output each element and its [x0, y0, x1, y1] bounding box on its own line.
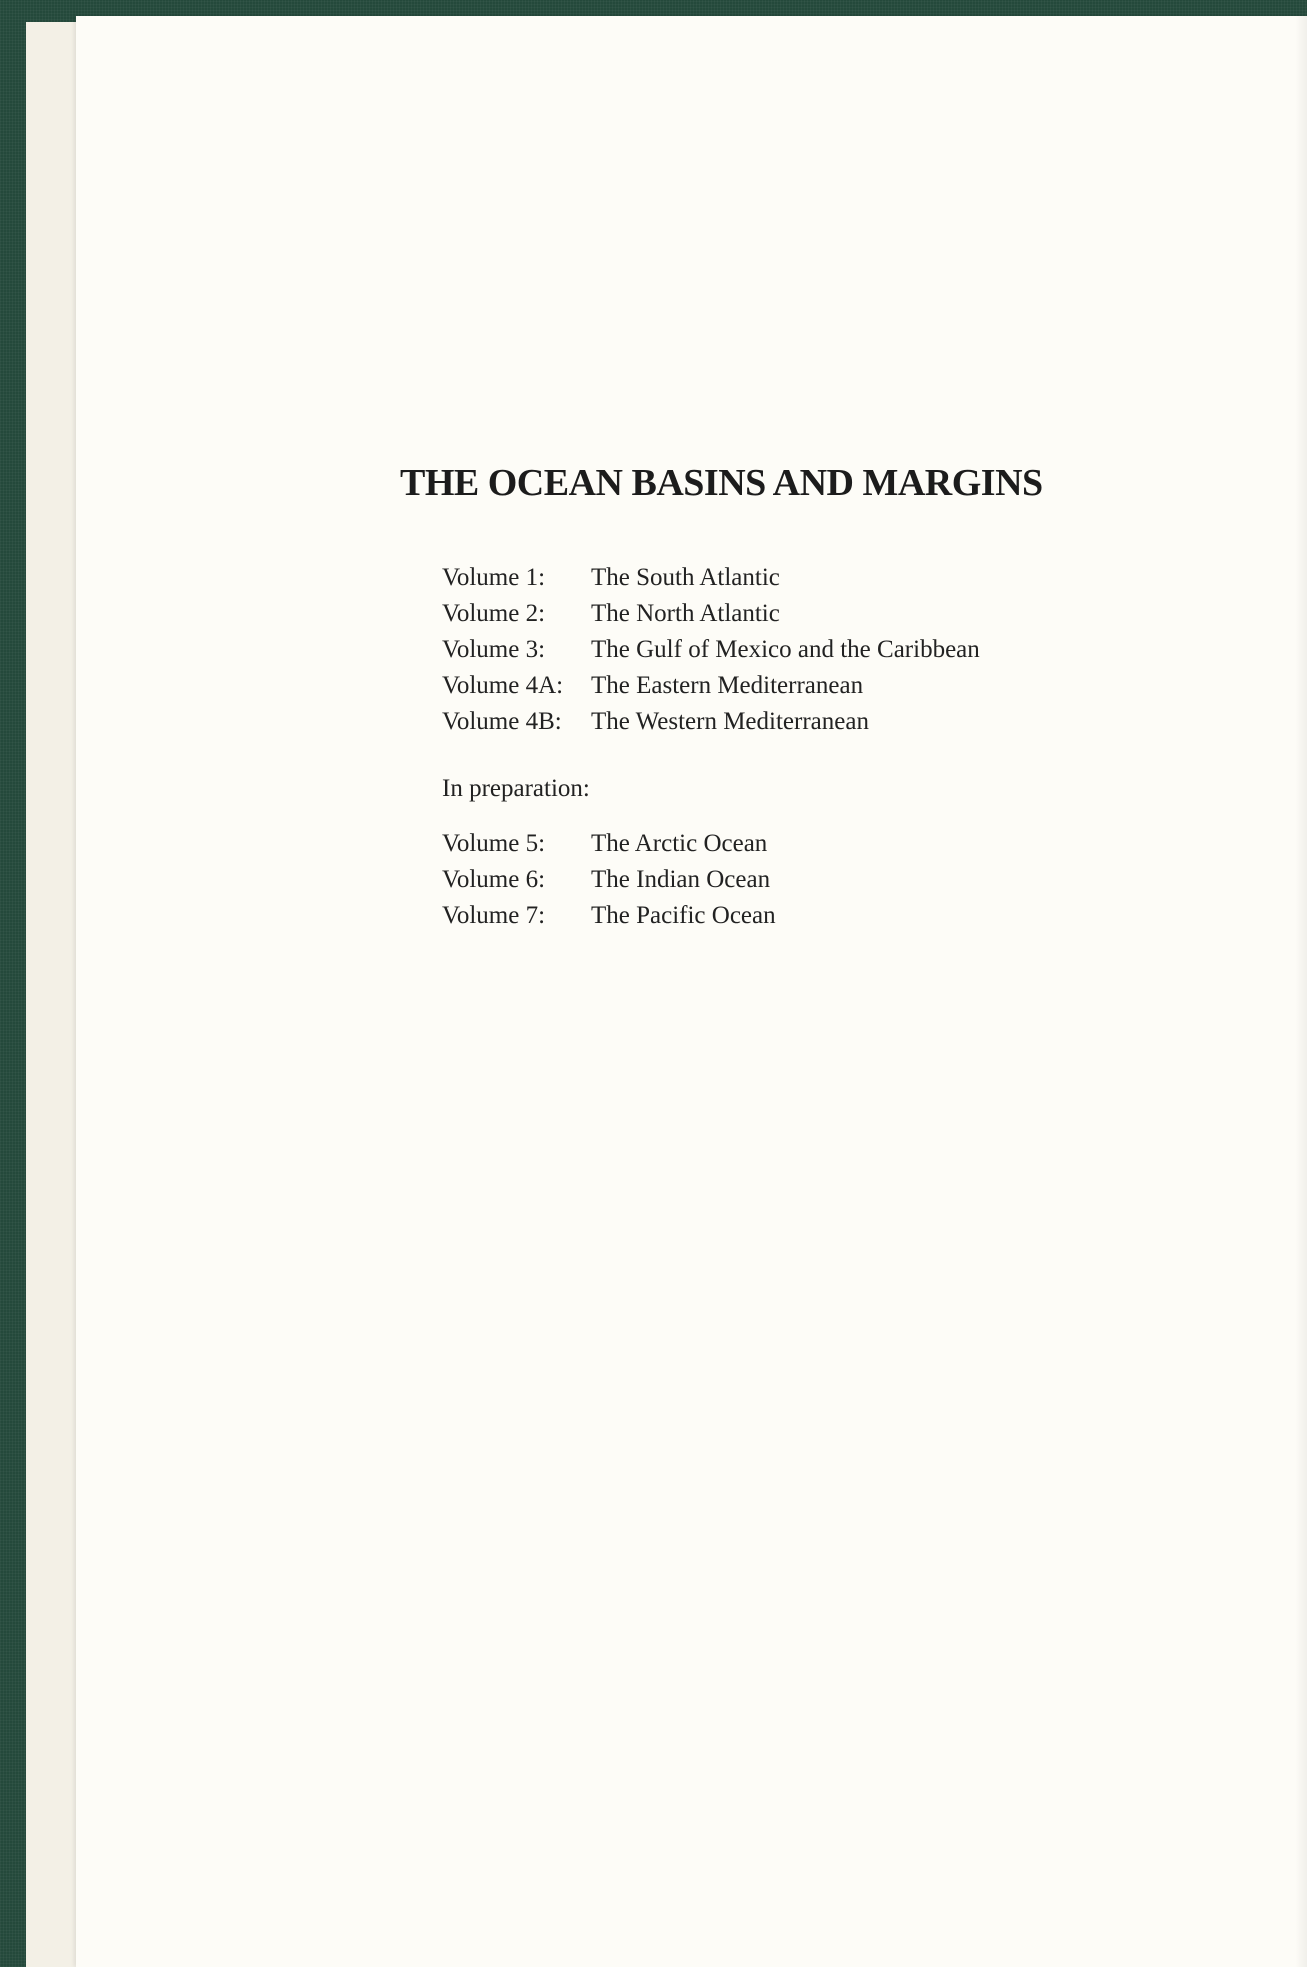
- volume-number: Volume 5:: [442, 830, 546, 857]
- volume-entry: [442, 668, 980, 704]
- volume-title: The South Atlantic: [591, 564, 780, 591]
- series-title: THE OCEAN BASINS AND MARGINS: [400, 462, 1043, 504]
- volume-number: Volume 4B:: [442, 708, 562, 735]
- volume-title: The Eastern Mediterranean: [591, 672, 864, 699]
- volume-number: Volume 1:: [442, 564, 546, 591]
- in-preparation-volumes-list: [442, 826, 776, 934]
- volume-entry: [442, 826, 776, 862]
- volume-title: The Arctic Ocean: [591, 830, 768, 857]
- volume-number: Volume 3:: [442, 636, 546, 663]
- volume-title: The Indian Ocean: [591, 866, 771, 893]
- volume-title: The North Atlantic: [591, 600, 780, 627]
- volume-title: The Pacific Ocean: [591, 902, 776, 929]
- volume-entry: [442, 704, 980, 740]
- volume-title: The Gulf of Mexico and the Caribbean: [591, 636, 980, 663]
- volume-number: Volume 7:: [442, 902, 546, 929]
- volume-entry: [442, 632, 980, 668]
- volume-number: Volume 2:: [442, 600, 546, 627]
- volume-title: The Western Mediterranean: [591, 708, 869, 735]
- volume-number: Volume 4A:: [442, 672, 564, 699]
- volume-entry: [442, 862, 776, 898]
- in-preparation-heading: In preparation:: [442, 775, 590, 802]
- volume-entry: [442, 560, 980, 596]
- published-volumes-list: [442, 560, 980, 740]
- volume-entry: [442, 898, 776, 934]
- volume-entry: [442, 596, 980, 632]
- volume-number: Volume 6:: [442, 866, 546, 893]
- book-page: [76, 16, 1307, 1967]
